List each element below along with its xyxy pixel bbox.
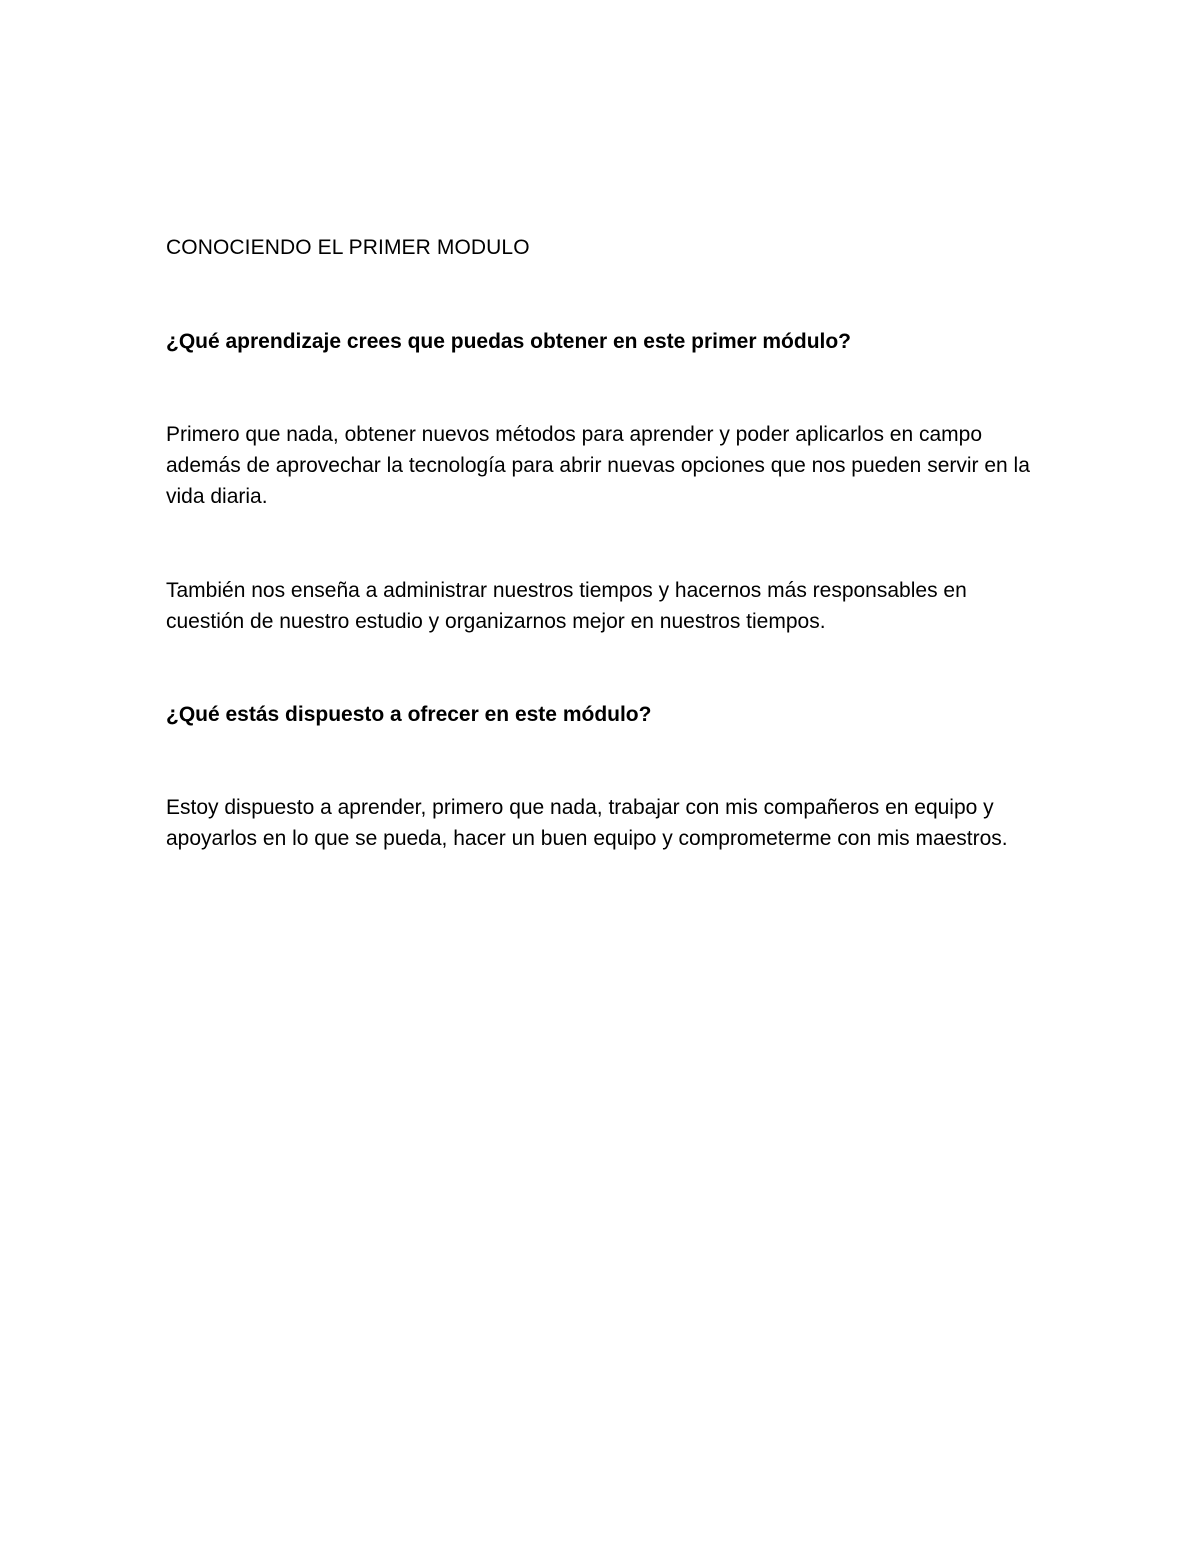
answer-learning-paragraph-2: También nos enseña a administrar nuestros tiempos y hacernos más responsables en cuestión de nuestro estudio y organizarnos mejor en nuestros tiempos. [166, 579, 967, 633]
document-title: CONOCIENDO EL PRIMER MODULO [166, 236, 530, 259]
question-offer: ¿Qué estás dispuesto a ofrecer en este módulo? [166, 703, 652, 726]
answer-learning-paragraph-1: Primero que nada, obtener nuevos métodos para aprender y poder aplicarlos en campo además de aprovechar la tecnología para abrir nuevas opciones que nos pueden servir en la vida diaria. [166, 423, 1030, 508]
document-body [166, 234, 1046, 854]
question-learning: ¿Qué aprendizaje crees que puedas obtener en este primer módulo? [166, 330, 852, 353]
answer-offer-paragraph: Estoy dispuesto a aprender, primero que nada, trabajar con mis compañeros en equipo y apoyarlos en lo que se pueda, hacer un buen equipo y comprometerme con mis maestros. [166, 796, 1008, 850]
